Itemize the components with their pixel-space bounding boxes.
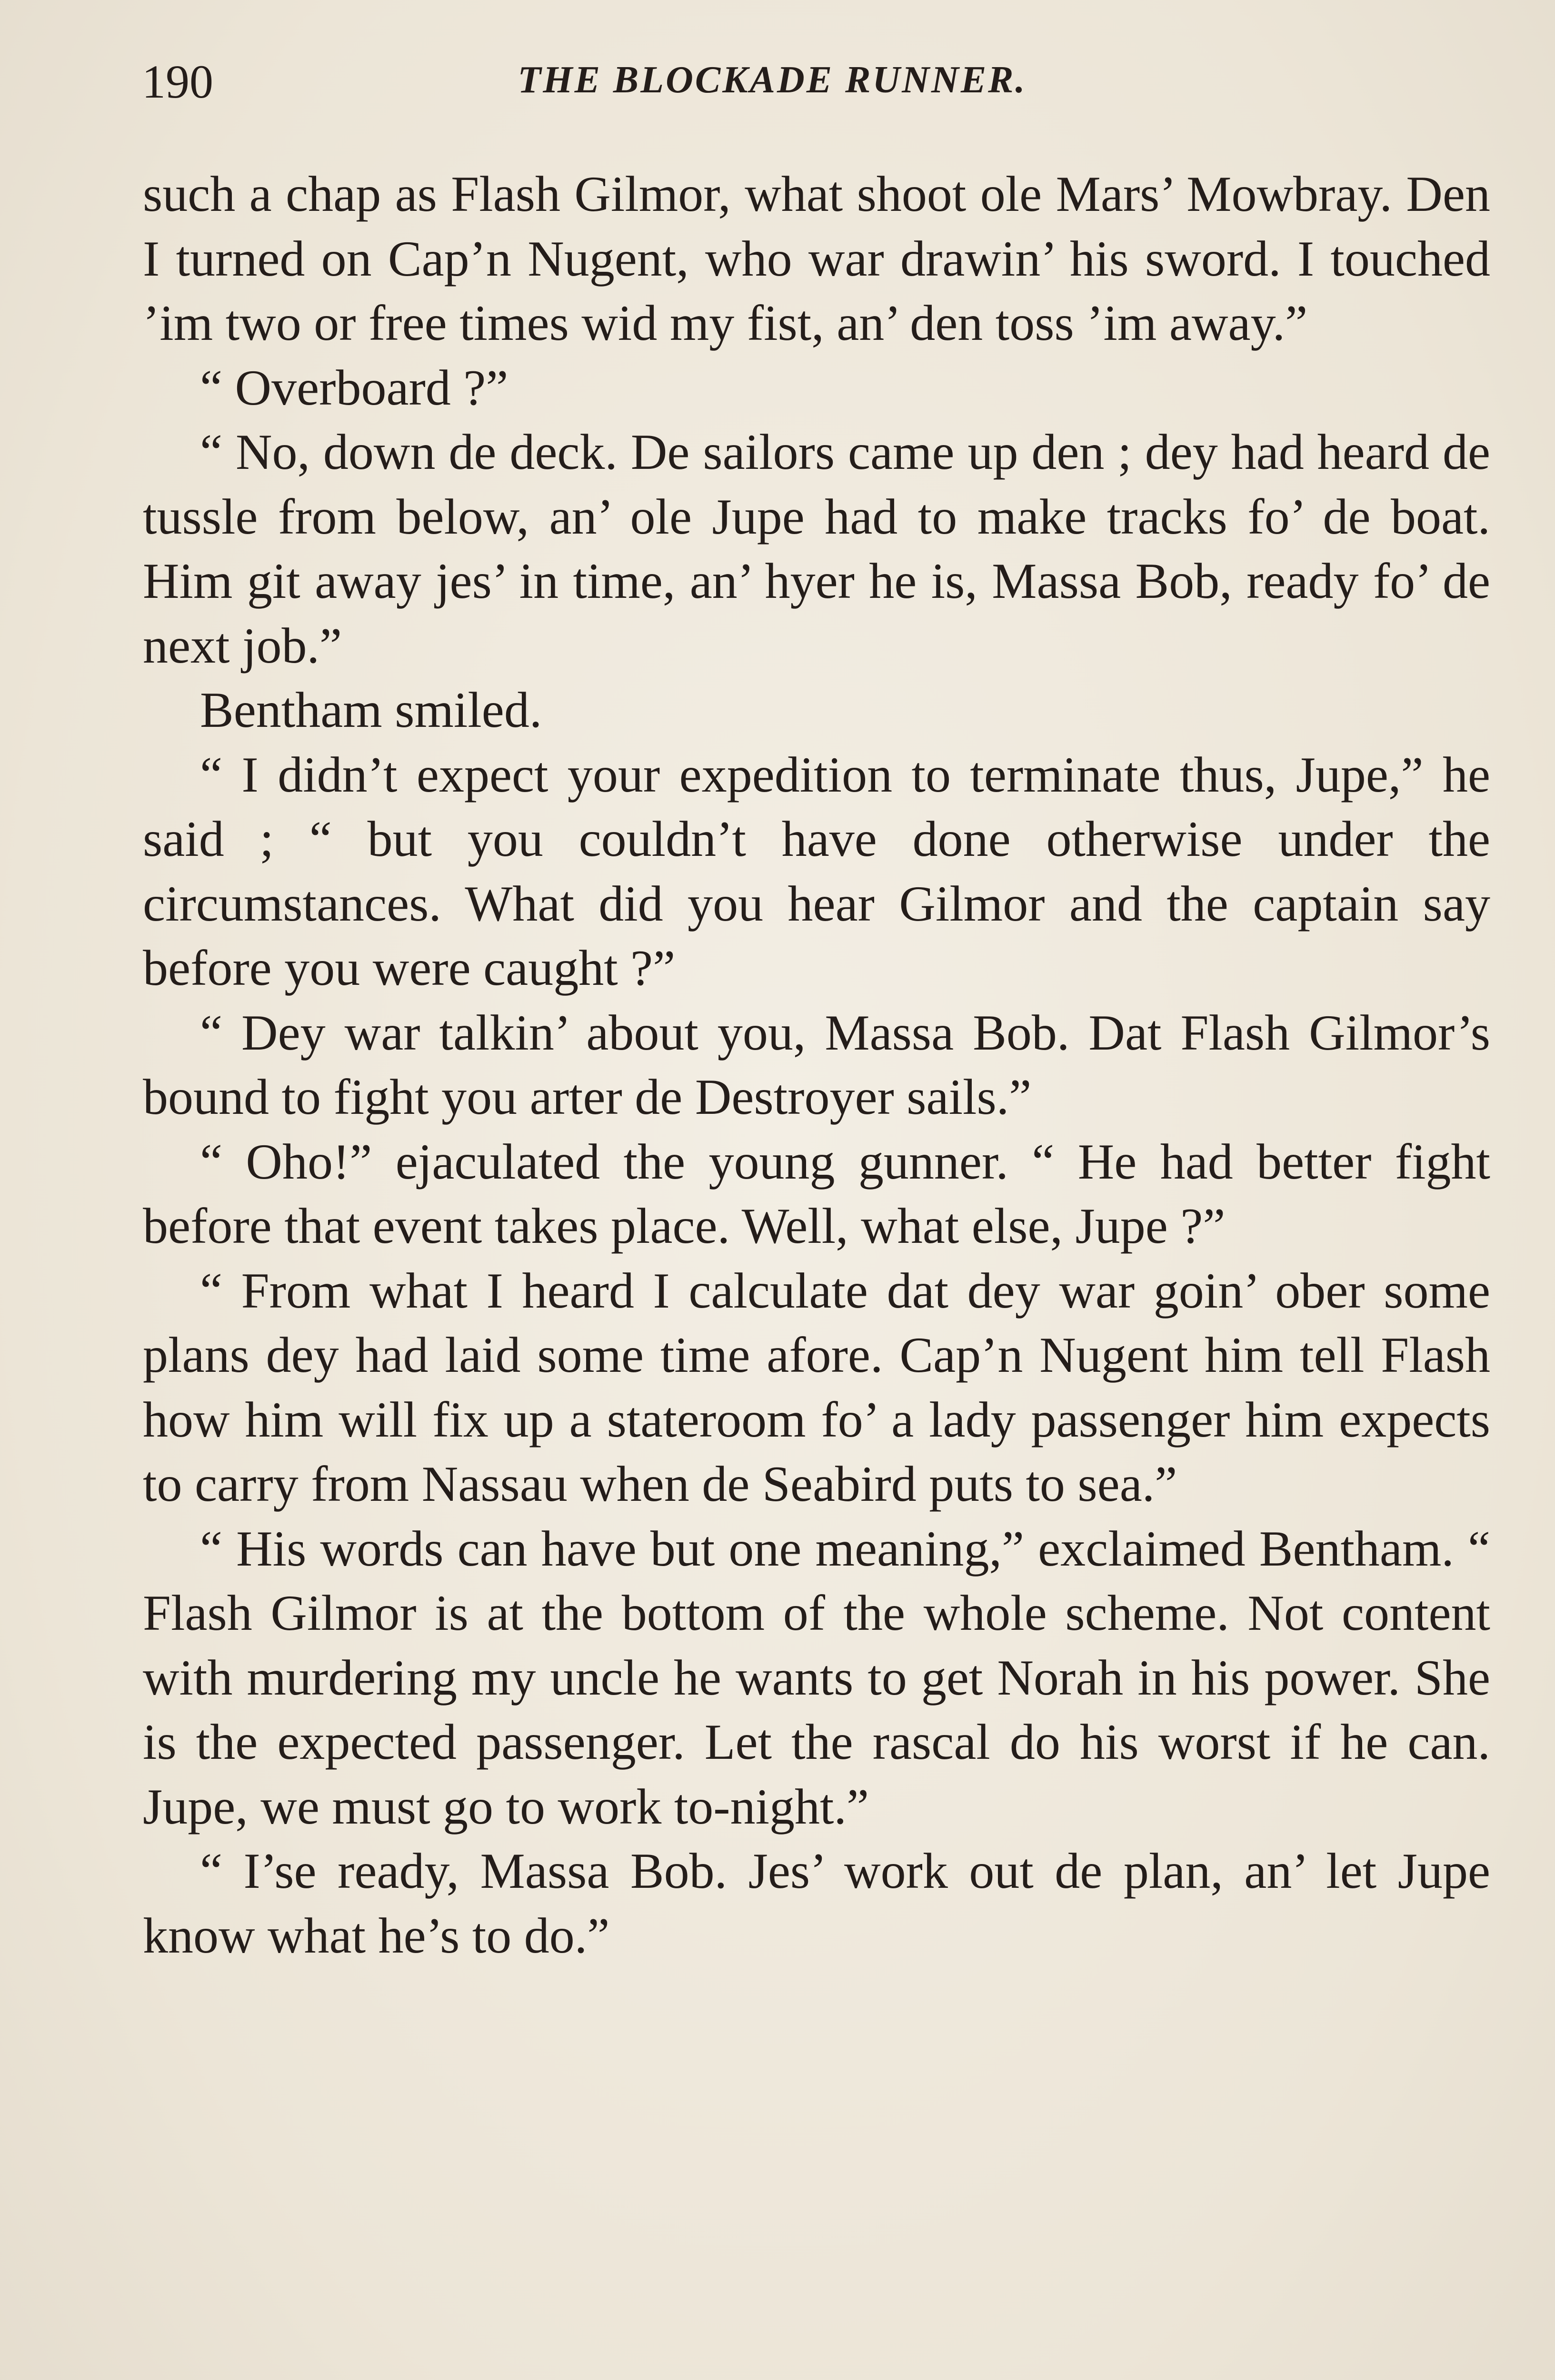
paragraph: “ From what I heard I calculate dat dey war goin’ ober some plans dey had laid some time afore. Cap’n Nugent him tell Flash how him will fix up a stateroom fo’ a lady passenger him expects to carry from Nassau when de Seabird puts to sea.” <box>143 1262 1490 1512</box>
paragraph: such a chap as Flash Gilmor, what shoot ole Mars’ Mowbray. Den I turned on Cap’n Nugent, who war drawin’ his sword. I touched ’im two or free times wid my fist, an’ den toss ’im away.” <box>143 166 1490 351</box>
paragraph: “ Dey war talkin’ about you, Massa Bob. Dat Flash Gilmor’s bound to fight you arter de Destroyer sails.” <box>143 1004 1490 1125</box>
paragraph: “ I’se ready, Massa Bob. Jes’ work out de plan, an’ let Jupe know what he’s to do.” <box>143 1843 1490 1964</box>
running-head: THE BLOCKADE RUNNER. <box>518 59 1027 101</box>
body-text <box>143 162 1490 1968</box>
paragraph: “ His words can have but one meaning,” exclaimed Bentham. “ Flash Gilmor is at the bottom of the whole scheme. Not content with murdering my uncle he wants to get Norah in his power. She is the expected passenger. Let the rascal do his worst if he can. Jupe, we must go to work to-night.” <box>143 1520 1490 1835</box>
page-number: 190 <box>142 55 213 108</box>
paragraph: “ No, down de deck. De sailors came up den ; dey had heard de tussle from below, an’ ole Jupe had to make tracks fo’ de boat. Him git away jes’ in time, an’ hyer he is, Massa Bob, ready fo’ de next job.” <box>143 424 1490 674</box>
paragraph: “ Overboard ?” <box>200 359 508 416</box>
paragraph: “ Oho!” ejaculated the young gunner. “ He had better fight before that event takes place. Well, what else, Jupe ?” <box>143 1133 1490 1254</box>
paragraph: Bentham smiled. <box>200 682 542 738</box>
paragraph: “ I didn’t expect your expedition to terminate thus, Jupe,” he said ; “ but you couldn’t have done otherwise under the circumstances. What did you hear Gilmor and the captain say before you were caught ?” <box>143 746 1490 996</box>
page-header <box>142 53 1403 115</box>
